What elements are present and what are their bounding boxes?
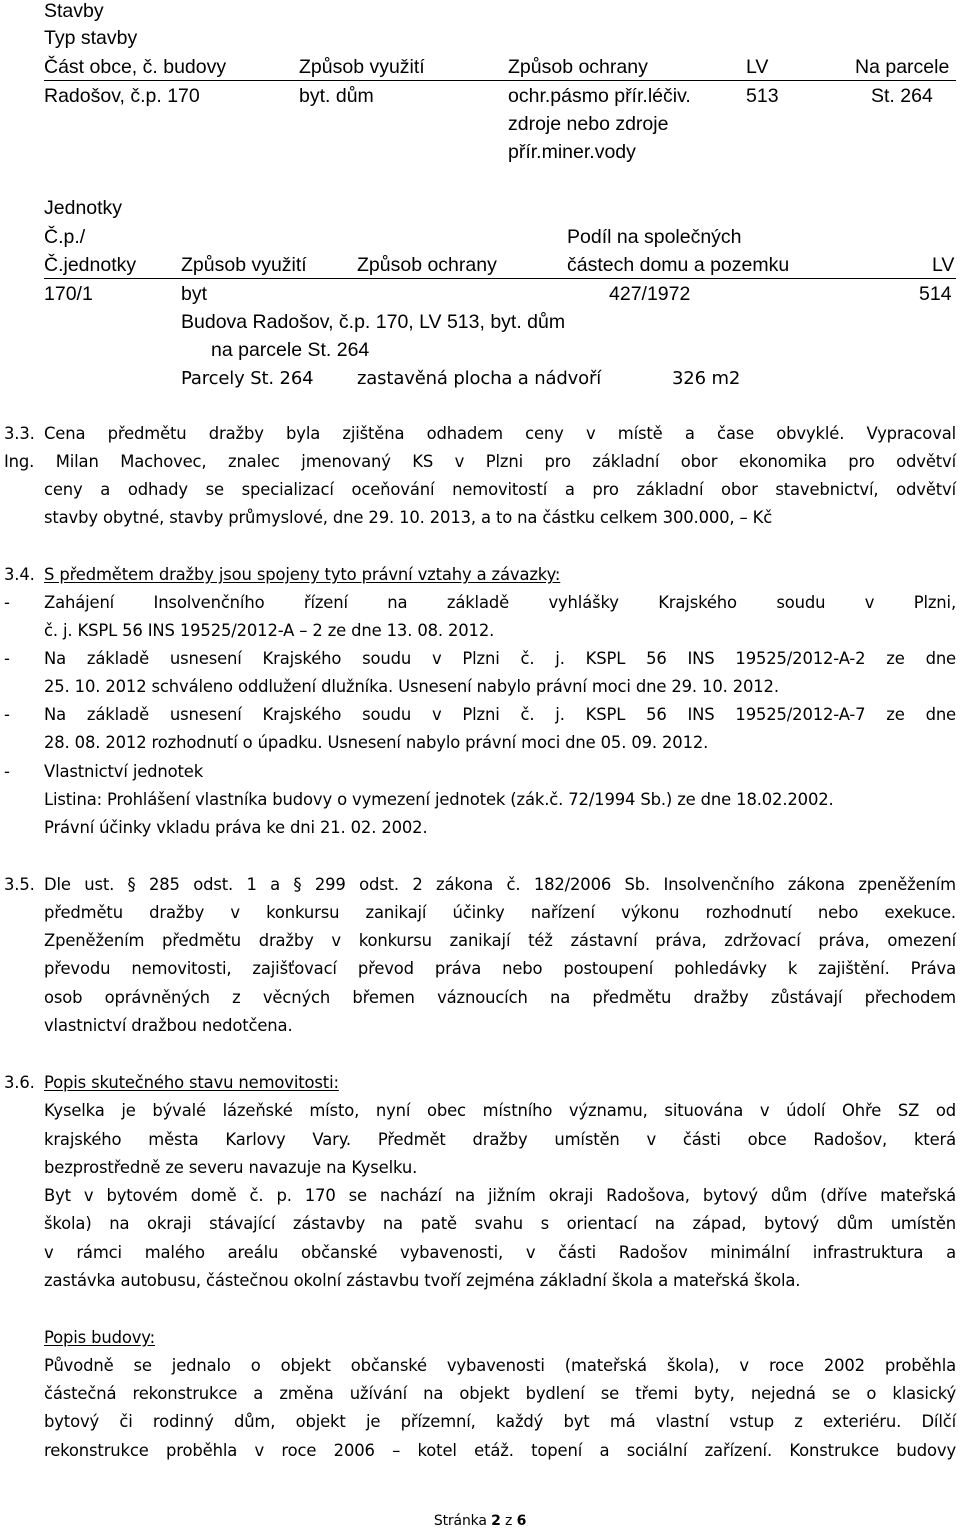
s33-line: ceny a odhady se specializací oceňování nemovitostí a pro základní obor stavebnictví, odvětví <box>44 480 956 499</box>
stavby-header-rule <box>44 80 956 81</box>
jednotky-col-share: částech domu a pozemku <box>567 254 790 276</box>
stavby-row-part: Radošov, č.p. 170 <box>44 85 200 107</box>
s36-line: zastávka autobusu, částečnou okolní zástavbu tvoří zejména základní škola a mateřská škola. <box>44 1271 801 1290</box>
s36-line: rekonstrukce proběhla v roce 2006 – kotel etáž. topení a sociální zařízení. Konstrukce budovy <box>44 1441 956 1460</box>
s35-line: předmětu dražby v konkursu zanikají účinky nařízení výkonu rozhodnutí nebo exekuce. <box>44 903 956 922</box>
stavby-row-lv: 513 <box>746 85 779 107</box>
jednotky-parcels-type: zastavěná plocha a nádvoří <box>357 368 602 389</box>
list-bullet: - <box>4 762 10 781</box>
s34-item-line: Zahájení Insolvenčního řízení na základě vyhlášky Krajského soudu v Plzni, <box>44 593 956 612</box>
s33-line: Ing. Milan Machovec, znalec jmenovaný KS v Plzni pro základní obor ekonomika pro odvětví <box>4 452 956 471</box>
s35-line: vlastnictví dražbou nedotčena. <box>44 1016 293 1035</box>
s35-line: převodu nemovitosti, zajišťovací převod práva nebo postoupení pohledávky k zajištění. Práva <box>44 959 956 978</box>
stavby-col-part: Část obce, č. budovy <box>44 56 227 78</box>
jednotky-parcels-label: Parcely St. 264 <box>181 368 314 389</box>
stavby-row-protection-3: přír.miner.vody <box>508 141 636 163</box>
s35-line: Dle ust. § 285 odst. 1 a § 299 odst. 2 zákona č. 182/2006 Sb. Insolvenčního zákona zpeněžením <box>44 875 956 894</box>
s36-line: škola) na okraji stávající zástavby na patě svahu s orientací na západ, bytový dům umístěn <box>44 1214 956 1233</box>
jednotky-col-lv: LV <box>932 254 955 276</box>
s33-number: 3.3. <box>4 424 35 443</box>
stavby-subheading: Typ stavby <box>44 27 138 49</box>
page-footer <box>0 1513 960 1529</box>
stavby-heading: Stavby <box>44 0 104 22</box>
s34-ownership-deed: Listina: Prohlášení vlastníka budovy o vymezení jednotek (zák.č. 72/1994 Sb.) ze dne 18.02.2002. <box>44 790 834 809</box>
s33-line: Cena předmětu dražby byla zjištěna odhadem ceny v místě a čase obvyklé. Vypracoval <box>44 424 956 443</box>
jednotky-row-building: Budova Radošov, č.p. 170, LV 513, byt. dům <box>181 311 566 333</box>
list-bullet: - <box>4 593 10 612</box>
jednotky-heading: Jednotky <box>44 197 123 219</box>
jednotky-row-on-parcel: na parcele St. 264 <box>211 339 370 361</box>
jednotky-col-share-top: Podíl na společných <box>567 226 742 248</box>
footer-prefix: Stránka <box>433 1513 487 1529</box>
s35-number: 3.5. <box>4 875 35 894</box>
s34-item-line: č. j. KSPL 56 INS 19525/2012-A – 2 ze dne 13. 08. 2012. <box>44 621 495 640</box>
stavby-col-use: Způsob využití <box>299 56 425 78</box>
s34-item-line: Na základě usnesení Krajského soudu v Plzni č. j. KSPL 56 INS 19525/2012-A-7 ze dne <box>44 705 956 724</box>
stavby-row-use: byt. dům <box>299 85 374 107</box>
s34-ownership-effect: Právní účinky vkladu práva ke dni 21. 02. 2002. <box>44 818 428 837</box>
jednotky-col-protection: Způsob ochrany <box>357 254 497 276</box>
list-bullet: - <box>4 649 10 668</box>
jednotky-col-use: Způsob využití <box>181 254 307 276</box>
s36-line: Původně se jednalo o objekt občanské vybavenosti (mateřská škola), v roce 2002 proběhla <box>44 1356 956 1375</box>
stavby-row-protection-2: zdroje nebo zdroje <box>508 113 669 135</box>
s36-line: bytový či rodinný dům, objekt je přízemní, každý byt má vlastní vstup z exteriéru. Dílčí <box>44 1412 956 1431</box>
s33-line: stavby obytné, stavby průmyslové, dne 29. 10. 2013, a to na částku celkem 300.000, – Kč <box>44 508 773 527</box>
s34-item-line: 28. 08. 2012 rozhodnutí o úpadku. Usnesení nabylo právní moci dne 05. 09. 2012. <box>44 733 709 752</box>
s36-line: bezprostředně ze severu navazuje na Kyselku. <box>44 1158 418 1177</box>
s34-number: 3.4. <box>4 565 35 584</box>
s36-building-title: Popis budovy: <box>44 1328 156 1347</box>
s34-ownership-title: Vlastnictví jednotek <box>44 762 204 781</box>
footer-total-pages: 6 <box>516 1513 527 1529</box>
s36-line: krajského města Karlovy Vary. Předmět dražby umístěn v části obce Radošov, která <box>44 1130 956 1149</box>
jednotky-row-number: 170/1 <box>44 283 93 305</box>
s36-title: Popis skutečného stavu nemovitosti: <box>44 1073 339 1092</box>
s36-line: částečná rekonstrukce a změna užívání na objekt bydlení se třemi byty, nejedná se o klasický <box>44 1384 956 1403</box>
s36-line: Byt v bytovém domě č. p. 170 se nachází na jižním okraji Radošova, bytový dům (dříve mateřská <box>44 1186 956 1205</box>
stavby-col-parcel: Na parcele <box>855 56 950 78</box>
s35-line: Zpeněžením předmětu dražby v konkursu zanikají též zástavní práva, zdržovací práva, omezení <box>44 931 956 950</box>
s36-number: 3.6. <box>4 1073 35 1092</box>
jednotky-col-number: Č.jednotky <box>44 254 137 276</box>
jednotky-col-number-top: Č.p./ <box>44 226 86 248</box>
list-bullet: - <box>4 705 10 724</box>
stavby-col-protection: Způsob ochrany <box>508 56 648 78</box>
stavby-row-protection-1: ochr.pásmo přír.léčiv. <box>508 85 691 107</box>
s36-line: v rámci malého areálu občanské vybavenosti, v části Radošov minimální infrastruktura a <box>44 1243 956 1262</box>
jednotky-row-use: byt <box>181 283 208 305</box>
jednotky-row-lv: 514 <box>919 283 952 305</box>
s36-line: Kyselka je bývalé lázeňské místo, nyní obec místního významu, situována v údolí Ohře SZ od <box>44 1101 956 1120</box>
stavby-col-lv: LV <box>746 56 769 78</box>
jednotky-header-rule <box>44 278 956 279</box>
s34-item-line: Na základě usnesení Krajského soudu v Plzni č. j. KSPL 56 INS 19525/2012-A-2 ze dne <box>44 649 956 668</box>
s34-item-line: 25. 10. 2012 schváleno oddlužení dlužníka. Usnesení nabylo právní moci dne 29. 10. 2012. <box>44 677 779 696</box>
jednotky-row-share: 427/1972 <box>609 283 691 305</box>
jednotky-parcels-area: 326 m2 <box>672 368 741 389</box>
s35-line: osob oprávněných z věcných břemen váznoucích na předmětu dražby zůstávají přechodem <box>44 988 956 1007</box>
footer-sep: z <box>505 1513 513 1529</box>
stavby-row-parcel: St. 264 <box>871 85 933 107</box>
s34-title: S předmětem dražby jsou spojeny tyto právní vztahy a závazky: <box>44 565 561 584</box>
footer-current-page: 2 <box>491 1513 501 1529</box>
